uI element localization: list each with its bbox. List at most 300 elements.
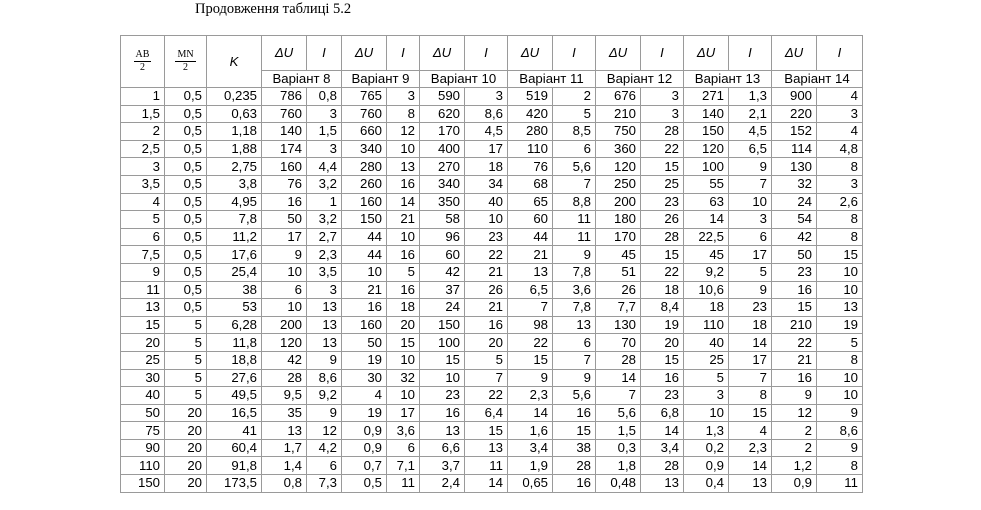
table-cell: 16 (772, 369, 817, 387)
table-row (121, 158, 863, 176)
table-cell: 21 (342, 281, 387, 299)
table-cell: 1,88 (207, 140, 262, 158)
table-cell: 22,5 (684, 228, 729, 246)
table-cell: 44 (342, 246, 387, 264)
table-cell: 140 (262, 123, 307, 141)
table-cell: 19 (342, 351, 387, 369)
table-cell: 15 (641, 351, 684, 369)
table-cell: 18,8 (207, 351, 262, 369)
table-cell: 53 (207, 299, 262, 317)
table-cell: 32 (772, 175, 817, 193)
variant-label: Варіант 14 (772, 71, 863, 88)
table-cell: 4,2 (307, 439, 342, 457)
table-cell: 12 (772, 404, 817, 422)
table-cell: 1,6 (508, 422, 553, 440)
table-cell: 9,5 (262, 387, 307, 405)
table-cell: 2 (553, 88, 596, 106)
table-cell: 11 (465, 457, 508, 475)
table-cell: 70 (596, 334, 641, 352)
table-cell: 0,5 (165, 281, 207, 299)
table-cell: 6,4 (465, 404, 508, 422)
table-cell: 1,5 (596, 422, 641, 440)
table-cell: 160 (262, 158, 307, 176)
table-cell: 4 (342, 387, 387, 405)
table-cell: 40 (684, 334, 729, 352)
table-cell: 16 (465, 316, 508, 334)
table-cell: 8 (817, 228, 863, 246)
table-cell: 3 (307, 105, 342, 123)
variant-label: Варіант 13 (684, 71, 772, 88)
table-cell: 16 (342, 299, 387, 317)
table-cell: 15 (387, 334, 420, 352)
table-cell: 2,3 (508, 387, 553, 405)
table-cell: 17 (465, 140, 508, 158)
table-cell: 9,2 (684, 263, 729, 281)
table-cell: 15 (508, 351, 553, 369)
table-cell: 44 (342, 228, 387, 246)
table-cell: 100 (420, 334, 465, 352)
table-cell: 76 (262, 175, 307, 193)
table-cell: 0,65 (508, 475, 553, 493)
table-cell: 6 (729, 228, 772, 246)
table-cell: 5 (387, 263, 420, 281)
table-cell: 6 (307, 457, 342, 475)
table-cell: 150 (684, 123, 729, 141)
header-current: I (641, 36, 684, 71)
table-cell: 18 (387, 299, 420, 317)
table-cell: 5 (729, 263, 772, 281)
table-cell: 16,5 (207, 404, 262, 422)
table-row (121, 475, 863, 493)
table-cell: 18 (684, 299, 729, 317)
header-current: I (553, 36, 596, 71)
table-cell: 8 (817, 211, 863, 229)
table-cell: 7,7 (596, 299, 641, 317)
table-cell: 8,8 (553, 193, 596, 211)
table-cell: 23 (420, 387, 465, 405)
header-delta-u: ΔU (342, 36, 387, 71)
table-cell: 2,7 (307, 228, 342, 246)
table-cell: 10 (420, 369, 465, 387)
table-cell: 0,5 (165, 263, 207, 281)
table-cell: 50 (262, 211, 307, 229)
table-cell: 8 (387, 105, 420, 123)
table-cell: 14 (465, 475, 508, 493)
table-cell: 0,8 (262, 475, 307, 493)
table-row (121, 263, 863, 281)
table-cell: 1,7 (262, 439, 307, 457)
table-cell: 22 (508, 334, 553, 352)
table-cell: 30 (121, 369, 165, 387)
table-cell: 173,5 (207, 475, 262, 493)
table-cell: 13 (465, 439, 508, 457)
table-cell: 6,5 (508, 281, 553, 299)
table-cell: 0,5 (165, 228, 207, 246)
table-cell: 0,5 (165, 193, 207, 211)
header-ab-half (121, 36, 165, 88)
header-row-symbols (121, 36, 863, 71)
table-cell: 6 (121, 228, 165, 246)
table-cell: 15 (641, 246, 684, 264)
table-cell: 6 (262, 281, 307, 299)
table-cell: 170 (420, 123, 465, 141)
table-cell: 120 (684, 140, 729, 158)
table-cell: 7 (729, 175, 772, 193)
table-cell: 7,1 (387, 457, 420, 475)
table-cell: 30 (342, 369, 387, 387)
table-cell: 15 (121, 316, 165, 334)
table-cell: 400 (420, 140, 465, 158)
table-cell: 20 (387, 316, 420, 334)
table-cell: 10 (262, 263, 307, 281)
header-k: K (207, 36, 262, 88)
table-cell: 25 (684, 351, 729, 369)
table-cell: 40 (465, 193, 508, 211)
table-cell: 0,4 (684, 475, 729, 493)
table-cell: 5 (121, 211, 165, 229)
table-cell: 8 (817, 457, 863, 475)
table-cell: 10 (817, 387, 863, 405)
table-cell: 42 (772, 228, 817, 246)
table-cell: 786 (262, 88, 307, 106)
table-cell: 49,5 (207, 387, 262, 405)
table-caption: Продовження таблиці 5.2 (195, 1, 352, 17)
table-cell: 0,5 (165, 211, 207, 229)
data-table (120, 35, 863, 493)
table-cell: 5,6 (596, 404, 641, 422)
table-cell: 21 (508, 246, 553, 264)
table-cell: 2,75 (207, 158, 262, 176)
table-cell: 76 (508, 158, 553, 176)
table-cell: 3,2 (307, 175, 342, 193)
table-cell: 620 (420, 105, 465, 123)
table-cell: 4 (121, 193, 165, 211)
table-cell: 14 (596, 369, 641, 387)
table-cell: 17 (729, 246, 772, 264)
table-cell: 19 (817, 316, 863, 334)
header-delta-u: ΔU (596, 36, 641, 71)
table-cell: 28 (596, 351, 641, 369)
table-row (121, 404, 863, 422)
table-cell: 10 (262, 299, 307, 317)
table-cell: 1 (121, 88, 165, 106)
table-cell: 45 (684, 246, 729, 264)
table-cell: 120 (596, 158, 641, 176)
table-cell: 3,5 (307, 263, 342, 281)
table-cell: 14 (387, 193, 420, 211)
table-cell: 0,5 (165, 140, 207, 158)
table-cell: 170 (596, 228, 641, 246)
table-cell: 13 (817, 299, 863, 317)
ab-numerator: AB (135, 49, 150, 60)
table-cell: 0,7 (342, 457, 387, 475)
table-cell: 4,8 (817, 140, 863, 158)
table-cell: 1,5 (307, 123, 342, 141)
table-cell: 3 (465, 88, 508, 106)
table-cell: 16 (420, 404, 465, 422)
table-cell: 2,3 (729, 439, 772, 457)
table-cell: 0,5 (165, 175, 207, 193)
table-cell: 40 (121, 387, 165, 405)
table-cell: 5 (553, 105, 596, 123)
table-cell: 0,5 (165, 299, 207, 317)
table-cell: 271 (684, 88, 729, 106)
table-cell: 590 (420, 88, 465, 106)
table-cell: 0,5 (165, 123, 207, 141)
mn-numerator: MN (177, 49, 194, 60)
table-cell: 3 (307, 140, 342, 158)
table-cell: 5,6 (553, 387, 596, 405)
table-cell: 765 (342, 88, 387, 106)
table-cell: 0,5 (165, 105, 207, 123)
table-cell: 15 (817, 246, 863, 264)
table-cell: 6,28 (207, 316, 262, 334)
table-cell: 11 (387, 475, 420, 493)
table-row (121, 422, 863, 440)
table-cell: 10 (387, 228, 420, 246)
table-cell: 9 (817, 404, 863, 422)
table-cell: 63 (684, 193, 729, 211)
table-cell: 38 (553, 439, 596, 457)
table-cell: 3 (641, 105, 684, 123)
table-row (121, 281, 863, 299)
table-cell: 13 (307, 334, 342, 352)
table-cell: 54 (772, 211, 817, 229)
table-cell: 14 (729, 457, 772, 475)
table-cell: 17 (729, 351, 772, 369)
table-cell: 17,6 (207, 246, 262, 264)
table-cell: 15 (772, 299, 817, 317)
table-cell: 26 (641, 211, 684, 229)
table-cell: 23 (641, 193, 684, 211)
table-cell: 8,6 (465, 105, 508, 123)
table-cell: 11 (817, 475, 863, 493)
table-cell: 20 (165, 404, 207, 422)
table-cell: 3,2 (307, 211, 342, 229)
table-cell: 0,5 (342, 475, 387, 493)
table-cell: 35 (262, 404, 307, 422)
header-current: I (307, 36, 342, 71)
table-cell: 32 (387, 369, 420, 387)
table-cell: 98 (508, 316, 553, 334)
table-cell: 9 (772, 387, 817, 405)
table-cell: 4 (817, 88, 863, 106)
table-cell: 58 (420, 211, 465, 229)
table-cell: 7 (553, 351, 596, 369)
table-cell: 140 (684, 105, 729, 123)
table-cell: 5 (165, 369, 207, 387)
table-row (121, 334, 863, 352)
table-cell: 2,1 (729, 105, 772, 123)
table-cell: 250 (596, 175, 641, 193)
table-cell: 130 (772, 158, 817, 176)
table-cell: 7,5 (121, 246, 165, 264)
table-cell: 9 (307, 404, 342, 422)
table-cell: 0,2 (684, 439, 729, 457)
table-cell: 350 (420, 193, 465, 211)
table-cell: 3 (817, 105, 863, 123)
table-cell: 28 (262, 369, 307, 387)
table-cell: 6 (553, 140, 596, 158)
table-cell: 676 (596, 88, 641, 106)
table-cell: 26 (596, 281, 641, 299)
table-cell: 6,6 (420, 439, 465, 457)
table-cell: 13 (121, 299, 165, 317)
table-cell: 210 (596, 105, 641, 123)
table-cell: 42 (262, 351, 307, 369)
table-cell: 16 (553, 475, 596, 493)
table-cell: 9 (307, 351, 342, 369)
table-cell: 28 (553, 457, 596, 475)
header-delta-u: ΔU (420, 36, 465, 71)
table-row (121, 105, 863, 123)
table-cell: 3,5 (121, 175, 165, 193)
table-cell: 16 (641, 369, 684, 387)
table-cell: 420 (508, 105, 553, 123)
table-cell: 11,8 (207, 334, 262, 352)
table-cell: 3,7 (420, 457, 465, 475)
table-cell: 14 (729, 334, 772, 352)
table-cell: 150 (420, 316, 465, 334)
table-cell: 22 (465, 387, 508, 405)
table-cell: 8,6 (817, 422, 863, 440)
table-cell: 17 (262, 228, 307, 246)
table-cell: 1,8 (596, 457, 641, 475)
table-cell: 60 (508, 211, 553, 229)
table-cell: 41 (207, 422, 262, 440)
table-cell: 750 (596, 123, 641, 141)
table-cell: 12 (307, 422, 342, 440)
table-cell: 10 (817, 263, 863, 281)
table-row (121, 351, 863, 369)
table-cell: 1,2 (772, 457, 817, 475)
table-cell: 174 (262, 140, 307, 158)
table-row (121, 211, 863, 229)
table-cell: 18 (641, 281, 684, 299)
table-cell: 10 (387, 351, 420, 369)
table-cell: 16 (553, 404, 596, 422)
table-cell: 660 (342, 123, 387, 141)
table-cell: 4,4 (307, 158, 342, 176)
table-cell: 4,95 (207, 193, 262, 211)
table-cell: 340 (420, 175, 465, 193)
table-cell: 50 (121, 404, 165, 422)
table-cell: 152 (772, 123, 817, 141)
table-cell: 3,4 (641, 439, 684, 457)
table-cell: 22 (465, 246, 508, 264)
table-cell: 5 (684, 369, 729, 387)
table-cell: 8 (817, 351, 863, 369)
table-cell: 8,6 (307, 369, 342, 387)
table-cell: 65 (508, 193, 553, 211)
table-cell: 15 (641, 158, 684, 176)
table-cell: 13 (387, 158, 420, 176)
table-cell: 340 (342, 140, 387, 158)
table-cell: 23 (772, 263, 817, 281)
table-cell: 4,5 (729, 123, 772, 141)
table-cell: 10 (729, 193, 772, 211)
table-cell: 260 (342, 175, 387, 193)
table-cell: 15 (420, 351, 465, 369)
table-row (121, 439, 863, 457)
table-cell: 9 (508, 369, 553, 387)
table-row (121, 299, 863, 317)
table-row (121, 387, 863, 405)
table-cell: 0,48 (596, 475, 641, 493)
table-cell: 519 (508, 88, 553, 106)
table-cell: 5,6 (553, 158, 596, 176)
variant-label: Варіант 12 (596, 71, 684, 88)
table-cell: 11 (553, 228, 596, 246)
table-cell: 38 (207, 281, 262, 299)
table-row (121, 88, 863, 106)
table-cell: 114 (772, 140, 817, 158)
table-cell: 28 (641, 228, 684, 246)
table-cell: 17 (387, 404, 420, 422)
table-cell: 120 (262, 334, 307, 352)
table-cell: 7,8 (207, 211, 262, 229)
mn-denominator: 2 (183, 62, 188, 73)
table-cell: 0,3 (596, 439, 641, 457)
table-cell: 100 (684, 158, 729, 176)
table-cell: 34 (465, 175, 508, 193)
table-cell: 7 (596, 387, 641, 405)
table-cell: 150 (121, 475, 165, 493)
variant-label: Варіант 9 (342, 71, 420, 88)
table-cell: 26 (465, 281, 508, 299)
table-cell: 14 (508, 404, 553, 422)
table-cell: 0,9 (342, 439, 387, 457)
table-cell: 28 (641, 457, 684, 475)
table-cell: 3 (641, 88, 684, 106)
table-cell: 16 (387, 281, 420, 299)
table-cell: 28 (641, 123, 684, 141)
table-cell: 5 (817, 334, 863, 352)
variant-label: Варіант 11 (508, 71, 596, 88)
table-cell: 20 (465, 334, 508, 352)
table-cell: 130 (596, 316, 641, 334)
ab-denominator: 2 (140, 62, 145, 73)
table-cell: 25 (121, 351, 165, 369)
table-cell: 0,9 (342, 422, 387, 440)
table-cell: 1,9 (508, 457, 553, 475)
table-cell: 6 (387, 439, 420, 457)
header-current: I (387, 36, 420, 71)
table-cell: 16 (262, 193, 307, 211)
table-cell: 20 (641, 334, 684, 352)
table-cell: 20 (121, 334, 165, 352)
table-cell: 5 (165, 334, 207, 352)
table-row (121, 140, 863, 158)
table-cell: 75 (121, 422, 165, 440)
table-cell: 13 (307, 299, 342, 317)
table-cell: 9 (553, 246, 596, 264)
table-cell: 3,4 (508, 439, 553, 457)
table-cell: 15 (465, 422, 508, 440)
table-row (121, 123, 863, 141)
header-delta-u: ΔU (508, 36, 553, 71)
table-cell: 5 (165, 351, 207, 369)
table-cell: 1,5 (121, 105, 165, 123)
table-cell: 0,9 (684, 457, 729, 475)
table-cell: 280 (342, 158, 387, 176)
table-cell: 22 (772, 334, 817, 352)
table-cell: 2 (121, 123, 165, 141)
table-cell: 3 (387, 88, 420, 106)
table-cell: 42 (420, 263, 465, 281)
table-cell: 2,6 (817, 193, 863, 211)
table-cell: 3 (729, 211, 772, 229)
